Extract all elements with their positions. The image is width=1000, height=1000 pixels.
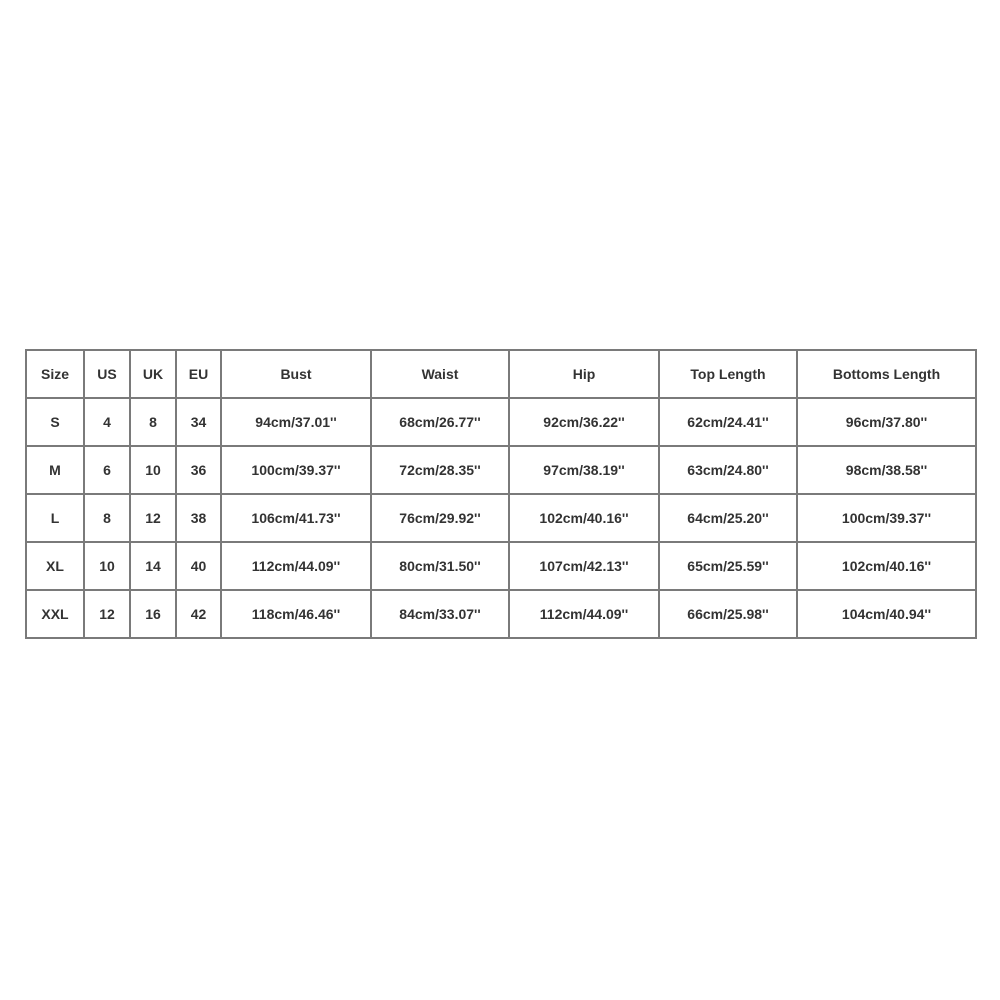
header-top-length: Top Length <box>659 350 797 398</box>
cell-uk: 16 <box>130 590 176 638</box>
size-chart-table <box>25 349 977 639</box>
header-us: US <box>84 350 130 398</box>
cell-us: 8 <box>84 494 130 542</box>
cell-waist: 84cm/33.07'' <box>371 590 509 638</box>
cell-bust: 100cm/39.37'' <box>221 446 371 494</box>
cell-size: M <box>26 446 84 494</box>
table-header-row <box>26 350 976 398</box>
cell-bust: 112cm/44.09'' <box>221 542 371 590</box>
cell-hip: 107cm/42.13'' <box>509 542 659 590</box>
header-hip: Hip <box>509 350 659 398</box>
header-bottoms-length: Bottoms Length <box>797 350 976 398</box>
cell-hip: 112cm/44.09'' <box>509 590 659 638</box>
cell-bust: 106cm/41.73'' <box>221 494 371 542</box>
cell-top-length: 65cm/25.59'' <box>659 542 797 590</box>
cell-size: L <box>26 494 84 542</box>
cell-top-length: 62cm/24.41'' <box>659 398 797 446</box>
cell-hip: 102cm/40.16'' <box>509 494 659 542</box>
cell-bottoms-length: 100cm/39.37'' <box>797 494 976 542</box>
header-size: Size <box>26 350 84 398</box>
table-row <box>26 398 976 446</box>
header-uk: UK <box>130 350 176 398</box>
table-row <box>26 494 976 542</box>
cell-eu: 34 <box>176 398 221 446</box>
cell-bust: 118cm/46.46'' <box>221 590 371 638</box>
cell-bottoms-length: 102cm/40.16'' <box>797 542 976 590</box>
cell-top-length: 63cm/24.80'' <box>659 446 797 494</box>
cell-waist: 76cm/29.92'' <box>371 494 509 542</box>
table-row <box>26 590 976 638</box>
cell-uk: 12 <box>130 494 176 542</box>
header-waist: Waist <box>371 350 509 398</box>
cell-uk: 14 <box>130 542 176 590</box>
cell-top-length: 64cm/25.20'' <box>659 494 797 542</box>
cell-size: S <box>26 398 84 446</box>
cell-bottoms-length: 104cm/40.94'' <box>797 590 976 638</box>
cell-size: XL <box>26 542 84 590</box>
cell-uk: 10 <box>130 446 176 494</box>
table-row <box>26 446 976 494</box>
header-eu: EU <box>176 350 221 398</box>
cell-us: 6 <box>84 446 130 494</box>
cell-us: 4 <box>84 398 130 446</box>
cell-bottoms-length: 96cm/37.80'' <box>797 398 976 446</box>
cell-waist: 72cm/28.35'' <box>371 446 509 494</box>
cell-hip: 97cm/38.19'' <box>509 446 659 494</box>
cell-uk: 8 <box>130 398 176 446</box>
header-bust: Bust <box>221 350 371 398</box>
cell-eu: 40 <box>176 542 221 590</box>
cell-top-length: 66cm/25.98'' <box>659 590 797 638</box>
cell-us: 12 <box>84 590 130 638</box>
cell-eu: 38 <box>176 494 221 542</box>
cell-eu: 42 <box>176 590 221 638</box>
cell-bust: 94cm/37.01'' <box>221 398 371 446</box>
cell-bottoms-length: 98cm/38.58'' <box>797 446 976 494</box>
cell-waist: 68cm/26.77'' <box>371 398 509 446</box>
table-row <box>26 542 976 590</box>
cell-hip: 92cm/36.22'' <box>509 398 659 446</box>
cell-waist: 80cm/31.50'' <box>371 542 509 590</box>
cell-us: 10 <box>84 542 130 590</box>
cell-size: XXL <box>26 590 84 638</box>
cell-eu: 36 <box>176 446 221 494</box>
